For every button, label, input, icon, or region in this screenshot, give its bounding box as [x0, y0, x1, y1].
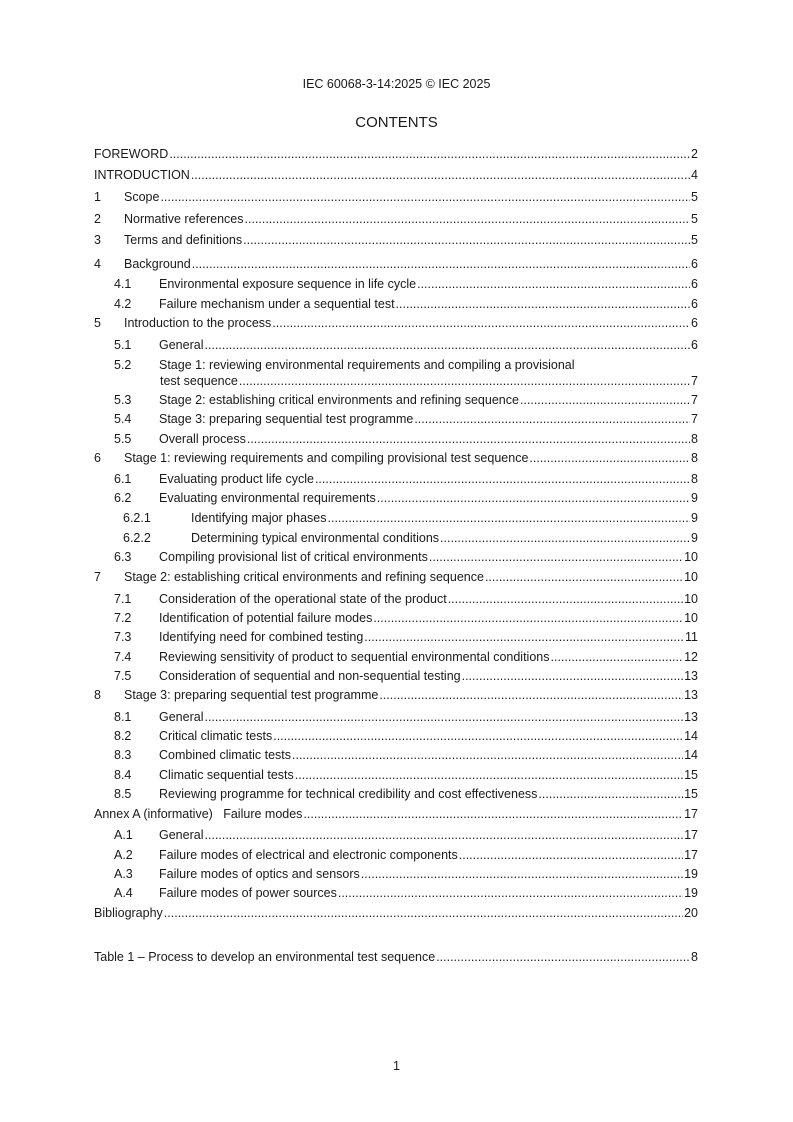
dot-leader: [448, 591, 683, 607]
toc-entry-title: Environmental exposure sequence in life cycle: [159, 277, 417, 291]
toc-entry-page: 10: [684, 570, 698, 584]
toc-entry-8-5[interactable]: [114, 786, 698, 802]
toc-entry-page: 5: [691, 190, 698, 204]
toc-entry-6-2-2[interactable]: [123, 530, 698, 546]
toc-entry-number: 8.3: [114, 748, 132, 762]
toc-entry-page: 2: [691, 147, 698, 161]
toc-entry-number: 5.5: [114, 432, 132, 446]
toc-entry-page: 8: [691, 432, 698, 446]
dot-leader: [315, 471, 690, 487]
dot-leader: [273, 728, 683, 744]
dot-leader: [538, 786, 683, 802]
toc-entry-title: Failure mechanism under a sequential test: [159, 297, 395, 311]
toc-entry-page: 6: [691, 257, 698, 271]
toc-entry-introduction[interactable]: [94, 167, 698, 183]
dot-leader: [204, 337, 690, 353]
toc-entry-7-2[interactable]: [114, 610, 698, 626]
toc-entry-page: 17: [684, 807, 698, 821]
dot-leader: [417, 276, 690, 292]
toc-entry-page: 19: [684, 886, 698, 900]
toc-entry-4[interactable]: [94, 256, 698, 272]
toc-entry-title: Stage 2: establishing critical environments and refining sequence: [159, 393, 519, 407]
dot-leader: [328, 510, 691, 526]
toc-entry-8[interactable]: [94, 687, 698, 703]
dot-leader: [373, 610, 683, 626]
toc-entry-number: 5.2: [114, 358, 132, 372]
toc-entry-5-4[interactable]: [114, 411, 698, 427]
toc-entry-page: 13: [684, 669, 698, 683]
toc-entry-title: Annex A (informative) Failure modes: [94, 807, 303, 821]
toc-entry-title: Evaluating environmental requirements: [159, 491, 376, 505]
toc-entry-6-3[interactable]: [114, 549, 698, 565]
toc-entry-title: General: [159, 828, 204, 842]
toc-entry-title: Terms and definitions: [124, 233, 243, 247]
toc-entry-page: 6: [691, 338, 698, 352]
toc-entry-page: 8: [691, 451, 698, 465]
dot-leader: [303, 806, 683, 822]
toc-entry-title: Normative references: [124, 212, 244, 226]
toc-entry-page: 13: [684, 688, 698, 702]
toc-entry-page: 9: [691, 491, 698, 505]
toc-entry-page: 13: [684, 710, 698, 724]
dot-leader: [245, 211, 691, 227]
dot-leader: [462, 668, 683, 684]
toc-entry-page: 15: [684, 787, 698, 801]
toc-entry-title: Stage 1: reviewing environmental requirements and compiling a provisional: [159, 358, 575, 372]
dot-leader: [160, 189, 690, 205]
toc-entry-page: 10: [684, 550, 698, 564]
toc-entry-page: 10: [684, 592, 698, 606]
toc-entry-title: Failure modes of optics and sensors: [159, 867, 360, 881]
toc-entry-title: Stage 3: preparing sequential test programme: [159, 412, 414, 426]
dot-leader: [361, 866, 683, 882]
toc-entry-title: FOREWORD: [94, 147, 169, 161]
toc-entry-title: Reviewing programme for technical credibility and cost effectiveness: [159, 787, 538, 801]
toc-entry-3[interactable]: [94, 232, 698, 248]
toc-entry-number: 1: [94, 190, 101, 204]
toc-entry-page: 8: [691, 472, 698, 486]
toc-entry-8-3[interactable]: [114, 747, 698, 763]
toc-entry-5-2-continuation[interactable]: [160, 373, 698, 389]
toc-entry-6[interactable]: [94, 450, 698, 466]
toc-entry-number: 6: [94, 451, 101, 465]
toc-entry-page: 5: [691, 212, 698, 226]
toc-entry-5[interactable]: [94, 315, 698, 331]
toc-entry-page: 6: [691, 316, 698, 330]
toc-entry-title: Climatic sequential tests: [159, 768, 294, 782]
toc-entry-title: Identifying need for combined testing: [159, 630, 364, 644]
toc-entry-title: Stage 1: reviewing requirements and compiling provisional test sequence: [124, 451, 529, 465]
toc-entry-number: 2: [94, 212, 101, 226]
toc-entry-8-2[interactable]: [114, 728, 698, 744]
toc-entry-title: Scope: [124, 190, 160, 204]
document-header: IEC 60068-3-14:2025 © IEC 2025: [302, 77, 491, 91]
toc-entry-number: 5.1: [114, 338, 132, 352]
toc-entry-title: Failure modes of electrical and electronic components: [159, 848, 458, 862]
toc-entry-number: 6.2.1: [123, 511, 151, 525]
dot-leader: [520, 392, 690, 408]
toc-entry-number: 7.2: [114, 611, 132, 625]
toc-entry-number: 4: [94, 257, 101, 271]
dot-leader: [429, 549, 683, 565]
toc-entry-page: 19: [684, 867, 698, 881]
dot-leader: [440, 530, 690, 546]
toc-entry-title: Consideration of sequential and non-sequential testing: [159, 669, 461, 683]
toc-entry-number: 5.4: [114, 412, 132, 426]
toc-entry-page: 11: [685, 630, 698, 644]
toc-entry-page: 17: [684, 828, 698, 842]
toc-entry-page: 5: [691, 233, 698, 247]
toc-entry-title: Determining typical environmental conditions: [191, 531, 440, 545]
toc-entry-page: 14: [684, 748, 698, 762]
toc-entry-number: 7.5: [114, 669, 132, 683]
toc-entry-7-3[interactable]: [114, 629, 698, 645]
dot-leader: [364, 629, 684, 645]
toc-entry-number: 4.2: [114, 297, 132, 311]
toc-entry-2[interactable]: [94, 211, 698, 227]
toc-entry-number: 7.4: [114, 650, 132, 664]
toc-entry-page: 7: [691, 374, 698, 388]
toc-entry-8-4[interactable]: [114, 767, 698, 783]
toc-entry-page: 4: [691, 168, 698, 182]
dot-leader: [551, 649, 684, 665]
toc-entry-page: 6: [691, 297, 698, 311]
toc-entry-title: INTRODUCTION: [94, 168, 190, 182]
toc-entry-1[interactable]: [94, 189, 698, 205]
toc-entry-number: 8.1: [114, 710, 132, 724]
toc-entry-number: 6.2: [114, 491, 132, 505]
dot-leader: [338, 885, 683, 901]
toc-entry-page: 17: [684, 848, 698, 862]
toc-entry-title: Critical climatic tests: [159, 729, 273, 743]
toc-entry-title: Background: [124, 257, 191, 271]
toc-entry-5-2[interactable]: [114, 357, 698, 373]
dot-leader: [414, 411, 690, 427]
dot-leader: [192, 256, 690, 272]
toc-entry-a-2[interactable]: [114, 847, 698, 863]
toc-entry-6-1[interactable]: [114, 471, 698, 487]
toc-entry-title: Failure modes of power sources: [159, 886, 337, 900]
toc-entry-number: 5: [94, 316, 101, 330]
toc-entry-title: Stage 2: establishing critical environments and refining sequence: [124, 570, 484, 584]
toc-entry-title: Consideration of the operational state of the product: [159, 592, 447, 606]
dot-leader: [204, 709, 683, 725]
toc-entry-number: 6.2.2: [123, 531, 151, 545]
toc-entry-title: Identifying major phases: [191, 511, 327, 525]
toc-entry-number: 8.5: [114, 787, 132, 801]
toc-entry-title: Identification of potential failure modes: [159, 611, 373, 625]
toc-entry-annex-a[interactable]: [94, 806, 698, 822]
toc-entry-number: 7: [94, 570, 101, 584]
toc-entry-4-1[interactable]: [114, 276, 698, 292]
dot-leader: [243, 232, 690, 248]
toc-entry-6-2[interactable]: [114, 490, 698, 506]
toc-entry-title: Stage 3: preparing sequential test programme: [124, 688, 379, 702]
toc-entry-5-3[interactable]: [114, 392, 698, 408]
toc-entry-6-2-1[interactable]: [123, 510, 698, 526]
toc-entry-title: Introduction to the process: [124, 316, 272, 330]
toc-entry-number: 7.3: [114, 630, 132, 644]
toc-entry-number: 3: [94, 233, 101, 247]
dot-leader: [529, 450, 690, 466]
toc-entry-bibliography[interactable]: [94, 905, 698, 921]
toc-entry-5-5[interactable]: [114, 431, 698, 447]
toc-entry-title: General: [159, 710, 204, 724]
toc-entry-page: 14: [684, 729, 698, 743]
toc-entry-number: 6.1: [114, 472, 132, 486]
toc-entry-page: 12: [684, 650, 698, 664]
toc-entry-number: A.2: [114, 848, 133, 862]
toc-entry-title-continuation: test sequence: [160, 374, 238, 388]
toc-entry-title: Overall process: [159, 432, 246, 446]
toc-entry-number: A.3: [114, 867, 133, 881]
dot-leader: [459, 847, 683, 863]
toc-entry-page: 20: [684, 906, 698, 920]
toc-entry-8-1[interactable]: [114, 709, 698, 725]
dot-leader: [164, 905, 683, 921]
toc-entry-title: Bibliography: [94, 906, 163, 920]
toc-entry-7-1[interactable]: [114, 591, 698, 607]
page-number: 1: [393, 1059, 400, 1073]
toc-entry-page: 8: [691, 950, 698, 964]
toc-entry-a-1[interactable]: [114, 827, 698, 843]
dot-leader: [272, 315, 690, 331]
toc-entry-title: General: [159, 338, 204, 352]
toc-entry-number: A.1: [114, 828, 133, 842]
toc-entry-page: 15: [684, 768, 698, 782]
toc-entry-7-4[interactable]: [114, 649, 698, 665]
dot-leader: [191, 167, 690, 183]
toc-entry-foreword[interactable]: [94, 146, 698, 162]
dot-leader: [247, 431, 690, 447]
toc-entry-a-3[interactable]: [114, 866, 698, 882]
dot-leader: [377, 490, 690, 506]
dot-leader: [239, 373, 690, 389]
toc-entry-title: Table 1 – Process to develop an environmental test sequence: [94, 950, 436, 964]
toc-entry-page: 9: [691, 531, 698, 545]
dot-leader: [292, 747, 683, 763]
toc-entry-number: 8.2: [114, 729, 132, 743]
dot-leader: [295, 767, 683, 783]
dot-leader: [436, 949, 690, 965]
toc-entry-page: 10: [684, 611, 698, 625]
dot-leader: [396, 296, 691, 312]
toc-entry-page: 7: [691, 393, 698, 407]
toc-entry-7-5[interactable]: [114, 668, 698, 684]
toc-entry-number: 6.3: [114, 550, 132, 564]
toc-entry-number: 4.1: [114, 277, 132, 291]
toc-entry-page: 7: [691, 412, 698, 426]
page-title: CONTENTS: [355, 114, 438, 131]
dot-leader: [485, 569, 683, 585]
dot-leader: [204, 827, 683, 843]
toc-entry-title: Evaluating product life cycle: [159, 472, 314, 486]
toc-entry-number: A.4: [114, 886, 133, 900]
toc-entry-a-4[interactable]: [114, 885, 698, 901]
toc-entry-number: 8.4: [114, 768, 132, 782]
toc-entry-page: 6: [691, 277, 698, 291]
toc-entry-title: Combined climatic tests: [159, 748, 291, 762]
toc-entry-title: Compiling provisional list of critical environments: [159, 550, 428, 564]
toc-entry-4-2[interactable]: [114, 296, 698, 312]
toc-entry-number: 5.3: [114, 393, 132, 407]
toc-entry-number: 8: [94, 688, 101, 702]
toc-entry-number: 7.1: [114, 592, 132, 606]
dot-leader: [379, 687, 683, 703]
toc-entry-title: Reviewing sensitivity of product to sequential environmental conditions: [159, 650, 550, 664]
toc-entry-7[interactable]: [94, 569, 698, 585]
toc-entry-page: 9: [691, 511, 698, 525]
dot-leader: [169, 146, 690, 162]
toc-entry-5-1[interactable]: [114, 337, 698, 353]
toc-entry-table-1[interactable]: [94, 949, 698, 965]
